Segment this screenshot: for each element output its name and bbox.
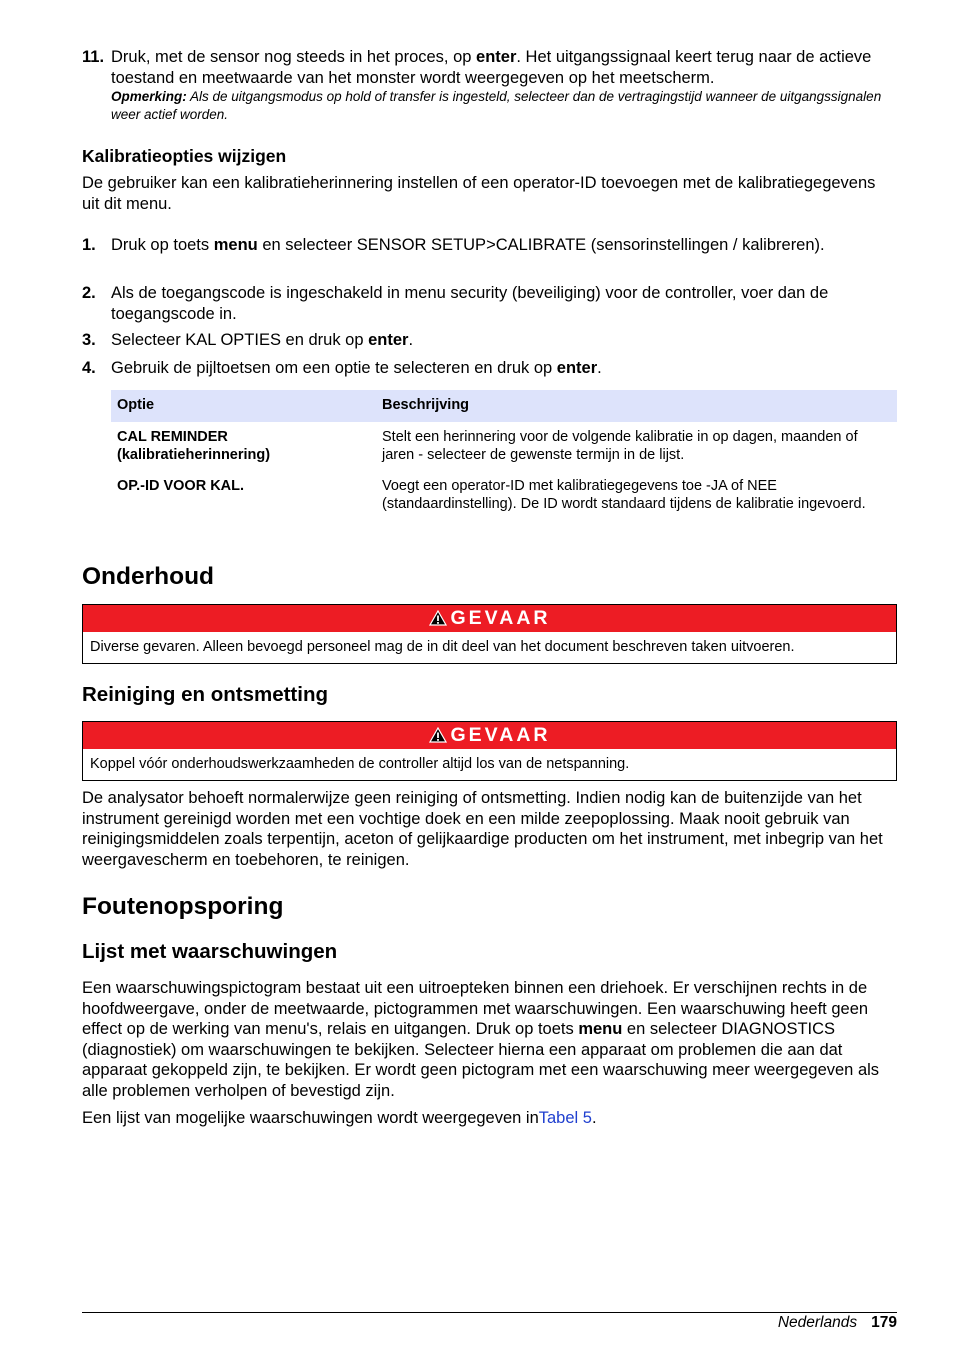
table-header-row (111, 390, 897, 422)
calib-step-4 (111, 358, 897, 379)
footer-divider (82, 1312, 897, 1313)
note-text: Als de uitgangsmodus op hold of transfer is ingesteld, selecteer dan de vertragingstijd wanneer de uitgangssignalen weer actief worden. (111, 89, 882, 122)
calib-options-table (111, 390, 897, 520)
page-footer (778, 1313, 897, 1333)
calib-step-2-number: 2. (82, 284, 96, 302)
danger-text: Koppel vóór onderhoudswerkzaamheden de controller altijd los van de netspanning. (90, 756, 630, 772)
table-reference-paragraph (82, 1108, 897, 1129)
calib-step-4-number: 4. (82, 359, 96, 377)
danger-title: GEVAAR (450, 724, 551, 746)
calib-step-4-bold: enter (556, 359, 598, 377)
danger-text: Diverse gevaren. Alleen bevoegd personeel mag de in dit deel van het document beschreven taken uitvoeren. (90, 639, 795, 655)
calib-step-3-pre: Selecteer KAL OPTIES en druk op (111, 331, 369, 349)
warning-triangle-icon (429, 727, 447, 743)
para1-bold: menu (578, 1020, 623, 1038)
calib-step-1-bold: menu (213, 236, 258, 254)
danger-box-onderhoud (82, 604, 897, 664)
step-11-note (111, 88, 901, 124)
column-header-option: Optie (111, 390, 376, 422)
warning-triangle-icon (429, 610, 447, 626)
danger-header (83, 722, 896, 749)
step-11-number: 11. (82, 48, 105, 66)
description-cell: Voegt een operator-ID met kalibratiegegevens toe -JA of NEE (standaardinstelling). De ID wordt standaard tijdens de kalibratie ingevoerd. (382, 477, 866, 512)
step-11-text-pre: Druk, met de sensor nog steeds in het proces, op (111, 48, 477, 66)
calib-step-3-post: . (408, 331, 414, 349)
para1-pre: Een waarschuwingspictogram bestaat uit een uitroepteken binnen een driehoek. Er verschijnen rechts in de hoofdweergave, onder de meetwaarde, pictogrammen met waarschuwingen. Een waarschuwing heeft geen effect op de werking van menu's, relais en uitgangen. Druk op toets (82, 979, 869, 1038)
reiniging-heading: Reiniging en ontsmetting (82, 683, 328, 706)
description-cell: Stelt een herinnering voor de volgende kalibratie in op dagen, maanden of jaren - selecteer de gewenste termijn in de lijst. (382, 428, 858, 463)
table-row (111, 422, 897, 471)
waarschuwingen-heading: Lijst met waarschuwingen (82, 940, 338, 963)
para1-post: en selecteer DIAGNOSTICS (diagnostiek) om waarschuwingen te bekijken. Selecteer hierna een apparaat om problemen die aan dat apparaat gekoppeld zijn, te bekijken. Er wordt geen pictogram met een waarschuwing meer weergegeven als alle problemen verholpen of bevestigd zijn. (82, 1020, 880, 1100)
calib-intro: De gebruiker kan een kalibratieherinnering instellen of een operator-ID toevoegen met de kalibratiegegevens uit dit menu. (82, 174, 876, 213)
calib-step-4-pre: Gebruik de pijltoetsen om een optie te selecteren en druk op (111, 359, 557, 377)
footer-language: Nederlands (777, 1314, 858, 1331)
danger-title: GEVAAR (450, 607, 551, 629)
calib-step-1-post: en selecteer SENSOR SETUP>CALIBRATE (sensorinstellingen / kalibreren). (257, 236, 825, 254)
calib-step-2 (111, 283, 897, 324)
onderhoud-heading: Onderhoud (82, 563, 215, 590)
para2-post: . (591, 1109, 597, 1127)
option-cell: OP.-ID VOOR KAL. (117, 477, 245, 494)
calib-step-4-post: . (597, 359, 602, 377)
para2-pre: Een lijst van mogelijke waarschuwingen wordt weergegeven in (82, 1109, 539, 1127)
step-11-text-post: . Het uitgangssignaal keert terug naar de actieve toestand en meetwaarde van het monster wordt weergegeven op het meetscherm. (111, 48, 872, 87)
note-label: Opmerking: (111, 89, 187, 104)
calib-step-3-bold: enter (368, 331, 409, 349)
page-number: 179 (871, 1314, 897, 1331)
reiniging-body: De analysator behoeft normalerwijze geen reiniging of ontsmetting. Indien nodig kan de buitenzijde van het instrument gereinigd worden met een vochtige doek en een milde zeepoplossing. Maak nooit gebruik van reinigingsmiddelen zoals terpentijn, aceton of gelijkaardige producten om het instrument, met inbegrip van het weergavescherm en toebehoren, te reinigen. (82, 789, 883, 869)
calib-step-3-number: 3. (82, 331, 96, 349)
waarschuwingen-paragraph (82, 978, 897, 1101)
tabel-5-link[interactable]: Tabel 5 (538, 1109, 592, 1127)
calib-step-1-number: 1. (82, 236, 96, 254)
fouten-heading: Foutenopsporing (82, 893, 284, 920)
step-11-text (111, 47, 897, 88)
calib-heading: Kalibratieopties wijzigen (82, 146, 287, 166)
danger-box-reiniging (82, 721, 897, 781)
danger-header (83, 605, 896, 632)
column-header-description: Beschrijving (376, 390, 897, 422)
table-row (111, 471, 897, 520)
option-cell: CAL REMINDER (kalibratieherinnering) (117, 428, 271, 463)
calib-step-2-pre: Als de toegangscode is ingeschakeld in menu security (beveiliging) voor de controller, voer dan de toegangscode in. (111, 284, 829, 323)
step-11-text-bold: enter (476, 48, 517, 66)
calib-step-1 (111, 235, 897, 256)
calib-step-3 (111, 330, 897, 351)
calib-step-1-pre: Druk op toets (111, 236, 214, 254)
